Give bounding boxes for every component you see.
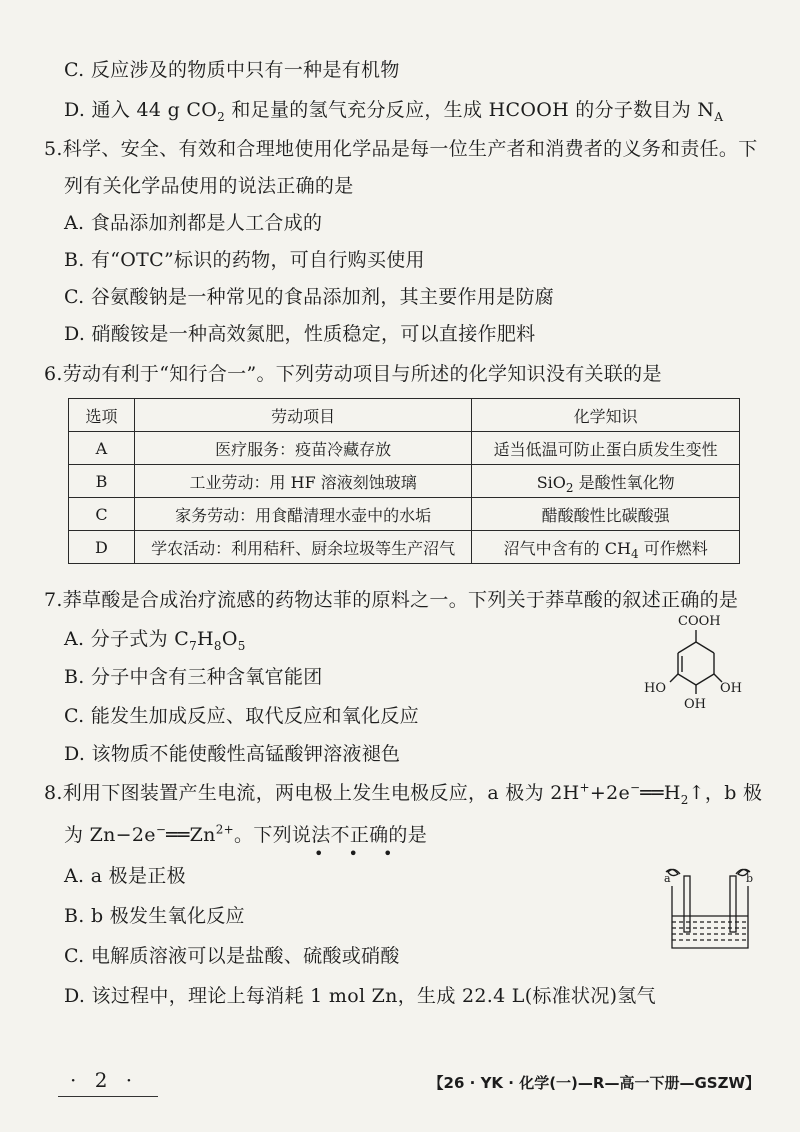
footer-rule [58, 1096, 158, 1097]
q5-option-d: D. 硝酸铵是一种高效氮肥，性质稳定，可以直接作肥料 [64, 323, 536, 345]
q7-option-c: C. 能发生加成反应、取代反应和氧化反应 [64, 705, 419, 727]
table-row [69, 432, 740, 465]
table-cell: 医疗服务：疫苗冷藏存放 [134, 432, 471, 465]
table-cell: 沼气中含有的 $CH_4$ 可作燃料 [472, 531, 740, 564]
q5-stem-line1: 5.科学、安全、有效和合理地使用化学品是每一位生产者和消费者的义务和责任。下 [44, 138, 758, 160]
table-cell: C [69, 498, 135, 531]
oh-bottom-label: OH [684, 697, 706, 712]
table-header-cell: 选项 [69, 399, 135, 432]
q6-stem: 6.劳动有利于“知行合一”。下列劳动项目与所述的化学知识没有关联的是 [44, 363, 662, 385]
table-cell: 家务劳动：用食醋清理水壶中的水垢 [134, 498, 471, 531]
q5-option-a: A. 食品添加剂都是人工合成的 [64, 212, 323, 234]
electrode-b-label: b [746, 872, 754, 885]
q8-option-d: D. 该过程中，理论上每消耗 1 mol Zn，生成 22.4 L(标准状况)氢气 [64, 985, 656, 1007]
table-row [69, 498, 740, 531]
table-cell: 学农活动：利用秸秆、厨余垃圾等生产沼气 [134, 531, 471, 564]
table-cell: 醋酸酸性比碳酸强 [472, 498, 740, 531]
table-cell: SiO$_2$ 是酸性氧化物 [472, 465, 740, 498]
q8-stem-line2: 为 $Zn-2e^-══Zn^{2+}$。下列说法不正确的是 [64, 822, 428, 846]
q5-stem-line2: 列有关化学品使用的说法正确的是 [64, 175, 354, 197]
q7-option-b: B. 分子中含有三种含氧官能团 [64, 666, 323, 688]
page-number: · 2 · [70, 1068, 139, 1092]
table-header-cell: 化学知识 [472, 399, 740, 432]
q4-option-d: D. 通入 44 g $CO_2$ 和足量的氢气充分反应，生成 HCOOH 的分子数目为 $N_A$ [64, 99, 724, 124]
q4-option-c: C. 反应涉及的物质中只有一种是有机物 [64, 59, 400, 81]
q5-option-c: C. 谷氨酸钠是一种常见的食品添加剂，其主要作用是防腐 [64, 286, 555, 308]
q8-stem-line1: 8.利用下图装置产生电流，两电极上发生电极反应，a 极为 $2H^++2e^-══H_2↑$，b 极 [44, 780, 763, 807]
table-cell: 适当低温可防止蛋白质发生变性 [472, 432, 740, 465]
oh-right-label: OH [720, 681, 742, 696]
q7-stem: 7.莽草酸是合成治疗流感的药物达菲的原料之一。下列关于莽草酸的叙述正确的是 [44, 589, 739, 611]
q5-option-b: B. 有“OTC”标识的药物，可自行购买使用 [64, 249, 425, 271]
table-header-cell: 劳动项目 [134, 399, 471, 432]
oh-left-label: HO [644, 681, 666, 696]
table-row [69, 531, 740, 564]
table-cell: B [69, 465, 135, 498]
q8-option-a: A. a 极是正极 [64, 865, 186, 887]
electrode-a-label: a [664, 872, 671, 885]
shikimic-acid-structure [628, 612, 748, 714]
emphasis-dots: • • • [314, 844, 403, 863]
q8-option-b: B. b 极发生氧化反应 [64, 905, 245, 927]
table-cell: D [69, 531, 135, 564]
table-header-row [69, 399, 740, 432]
table-row [69, 465, 740, 498]
table-cell: A [69, 432, 135, 465]
exam-code: 【26 · YK · 化学(一)—R—高一下册—GSZW】 [428, 1074, 760, 1092]
q7-option-a: A. 分子式为 $C_7H_8O_5$ [64, 628, 246, 653]
galvanic-cell-diagram [660, 860, 760, 960]
q8-option-c: C. 电解质溶液可以是盐酸、硫酸或硝酸 [64, 945, 400, 967]
table-cell: 工业劳动：用 HF 溶液刻蚀玻璃 [134, 465, 471, 498]
cooh-label: COOH [678, 614, 721, 629]
q7-option-d: D. 该物质不能使酸性高锰酸钾溶液褪色 [64, 743, 401, 765]
q6-table [68, 398, 740, 564]
